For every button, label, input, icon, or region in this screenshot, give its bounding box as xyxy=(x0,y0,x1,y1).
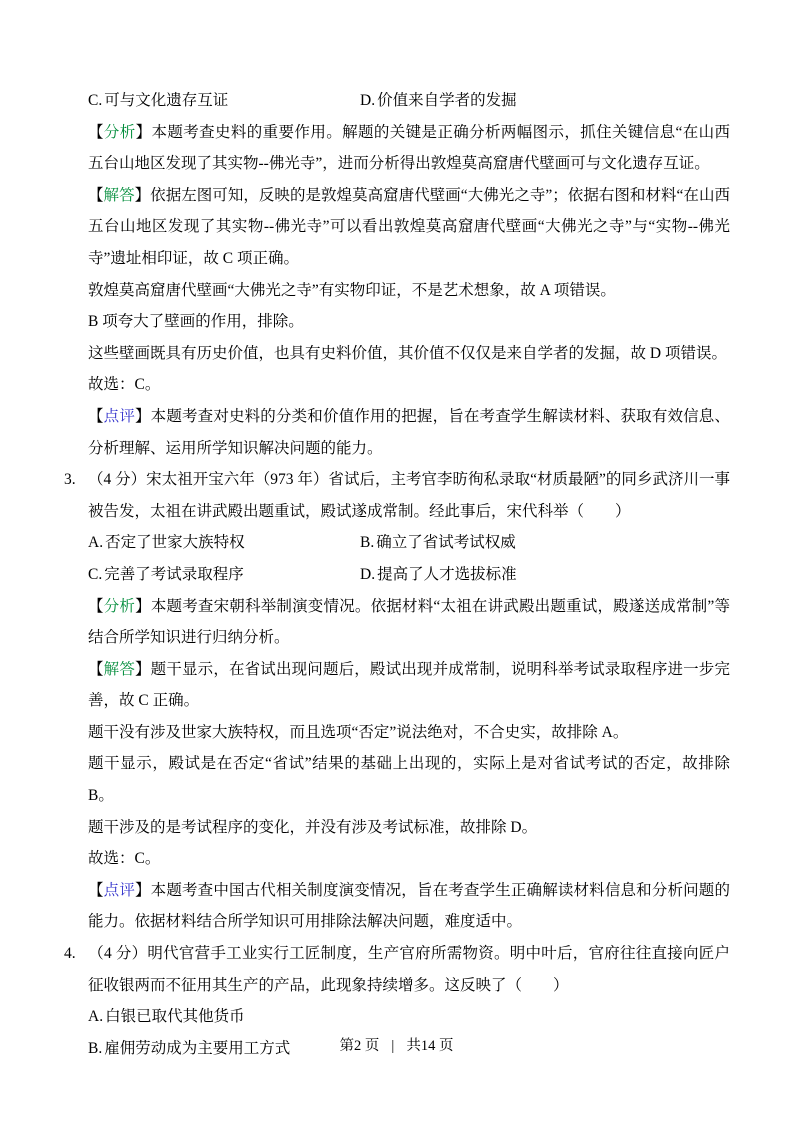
option-key: B. xyxy=(88,1039,103,1057)
option-key: D. xyxy=(360,92,376,109)
page-footer xyxy=(0,1035,793,1057)
option-text: 确立了省试考试权威 xyxy=(376,534,516,552)
body-paragraph: 故选：C。 xyxy=(88,376,161,394)
body-paragraph: 题干没有涉及世家大族特权，而且选项“否定”说法绝对，不合史实，故排除 A。 xyxy=(88,723,629,741)
paragraph-text: 题干显示，在省试出现问题后，殿试出现并成常制，说明科举考试录取程序进一步完善，故 C 正确。 xyxy=(88,660,730,710)
option-text: 完善了考试录取程序 xyxy=(104,565,244,583)
section-label: 点评 xyxy=(103,407,135,425)
label-open-bracket: 【 xyxy=(88,407,104,425)
options-row xyxy=(64,527,730,559)
options-row xyxy=(64,85,730,117)
body-paragraph: 题干显示，殿试是在否定“省试”结果的基础上出现的，实际上是对省试考试的否定，故排除 B。 xyxy=(88,755,730,805)
label-open-bracket: 【 xyxy=(88,660,104,678)
label-open-bracket: 【 xyxy=(88,123,104,141)
section-paragraph xyxy=(64,117,730,180)
body-paragraph: 题干涉及的是考试程序的变化，并没有涉及考试标准，故排除 D。 xyxy=(88,818,538,836)
section-label: 解答 xyxy=(103,186,135,204)
label-open-bracket: 【 xyxy=(88,186,104,204)
option-key: C. xyxy=(88,92,103,109)
question-paragraph xyxy=(64,938,730,1001)
label-close-bracket: 】 xyxy=(135,881,151,899)
option-text: 价值来自学者的发掘 xyxy=(377,92,517,109)
footer-separator: | xyxy=(391,1038,395,1054)
label-close-bracket: 】 xyxy=(135,597,151,615)
label-close-bracket: 】 xyxy=(135,123,152,141)
section-paragraph xyxy=(64,591,730,654)
option-key: B. xyxy=(360,534,375,552)
option-key: A. xyxy=(88,534,104,552)
section-label: 解答 xyxy=(103,660,135,678)
section-paragraph xyxy=(64,654,730,717)
body-paragraph: 故选：C。 xyxy=(88,850,161,868)
paragraph-text: 本题考查史料的重要作用。解题的关键是正确分析两幅图示，抓住关键信息“在山西五台山地区发现了其实物--佛光寺”，进而分析得出敦煌莫高窟唐代壁画可与文化遗存互证。 xyxy=(88,123,730,173)
option-key: A. xyxy=(88,1008,104,1026)
footer-page-number: 第2 页 xyxy=(339,1038,380,1054)
question-paragraph xyxy=(64,464,730,527)
question-text: （4 分）宋太祖开宝六年（973 年）省试后，主考官李昉徇私录取“材质最陋”的同乡武济川一事被告发，太祖在讲武殿出题重试，殿试遂成常制。经此事后，宋代科举（ ） xyxy=(88,471,730,520)
paragraph-text: 本题考查宋朝科举制演变情况。依据材料“太祖在讲武殿出题重试，殿遂送成常制”等结合所学知识进行归纳分析。 xyxy=(88,597,730,647)
section-label: 分析 xyxy=(103,123,136,141)
option-item xyxy=(88,527,360,559)
option-text: 雇佣劳动成为主要用工方式 xyxy=(104,1039,291,1057)
section-label: 点评 xyxy=(103,881,135,899)
question-text: （4 分）明代官营手工业实行工匠制度，生产官府所需物资。明中叶后，官府往往直接向匠户征收银两而不征用其生产的产品，此现象持续增多。这反映了（ ） xyxy=(88,945,730,994)
footer-total-pages: 共14 页 xyxy=(406,1038,454,1054)
options-row xyxy=(64,559,730,591)
section-paragraph xyxy=(64,180,730,275)
options-row xyxy=(64,1001,730,1033)
section-label: 分析 xyxy=(103,597,136,615)
option-text: 否定了世家大族特权 xyxy=(105,534,245,552)
option-text: 白银已取代其他货币 xyxy=(105,1008,245,1026)
option-item xyxy=(88,559,360,591)
document-content xyxy=(64,85,730,1064)
option-text: 可与文化遗存互证 xyxy=(104,92,229,109)
paragraph-text: 本题考查中国古代相关制度演变情况，旨在考查学生正确解读材料信息和分析问题的能力。依据材料结合所学知识可用排除法解决问题，难度适中。 xyxy=(88,881,730,931)
option-item xyxy=(88,1001,730,1033)
body-paragraph: B 项夸大了壁画的作用，排除。 xyxy=(88,313,304,331)
option-item xyxy=(88,85,360,117)
section-paragraph xyxy=(64,401,730,464)
question-number: 3. xyxy=(64,471,76,489)
body-paragraph: 这些壁画既具有历史价值，也具有史料价值，其价值不仅仅是来自学者的发掘，故 D 项错误。 xyxy=(88,344,727,362)
label-open-bracket: 【 xyxy=(88,881,104,899)
option-text: 提高了人才选拔标准 xyxy=(377,565,517,583)
label-close-bracket: 】 xyxy=(135,407,151,425)
label-close-bracket: 】 xyxy=(135,660,151,678)
option-item xyxy=(360,559,730,591)
section-paragraph xyxy=(64,875,730,938)
paragraph-text: 依据左图可知，反映的是敦煌莫高窟唐代壁画“大佛光之寺”；依据右图和材料“在山西五台山地区发现了其实物--佛光寺”可以看出敦煌莫高窟唐代壁画“大佛光之寺”与“实物--佛光寺”遗址相印证，故 C 项正确。 xyxy=(88,186,730,267)
label-close-bracket: 】 xyxy=(134,186,151,204)
option-key: D. xyxy=(360,565,376,583)
question-number: 4. xyxy=(64,945,76,963)
option-key: C. xyxy=(88,565,103,583)
option-item xyxy=(360,527,730,559)
label-open-bracket: 【 xyxy=(88,597,104,615)
body-paragraph: 敦煌莫高窟唐代壁画“大佛光之寺”有实物印证，不是艺术想象，故 A 项错误。 xyxy=(88,281,616,299)
option-item xyxy=(360,85,730,117)
paragraph-text: 本题考查对史料的分类和价值作用的把握，旨在考查学生解读材料、获取有效信息、分析理解、运用所学知识解决问题的能力。 xyxy=(88,407,730,457)
